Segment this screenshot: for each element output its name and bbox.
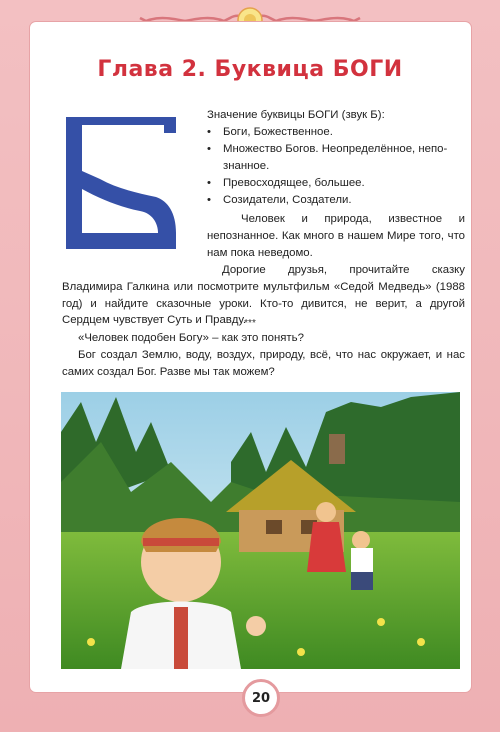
- paragraph-1: Человек и природа, известное и непознанное. Как много в нашем Мире того, что нам пока неведомо.: [207, 213, 465, 259]
- meaning-heading: Значение буквицы БОГИ (звук Б):: [207, 109, 385, 121]
- paragraph-3-line-2: Бог создал Землю, воду, воздух, природу, всё, что нас окружает, и нас самих создал Бог. Разве мы так можем?: [62, 348, 465, 378]
- paragraph-2: Дорогие друзья, прочитайте сказку Владимира Галкина или посмотрите мультфильм «Седой Медведь» (1988 год) и найдите сказочные уроки. Кто-то дивится, не верит, а другой Сердцем чувствует Суть и Правду.: [62, 264, 465, 327]
- paragraph-3: [62, 330, 465, 380]
- meaning-item: • Превосходящее, большее.: [207, 175, 465, 192]
- meaning-list: [207, 124, 465, 209]
- meaning-item: • Созидатели, Создатели.: [207, 192, 465, 209]
- page-number-badge: [242, 679, 280, 717]
- fairytale-illustration: [61, 392, 460, 669]
- paragraph-3-line-1: «Человек подобен Богу» – как это понять?: [78, 332, 304, 344]
- page-number: 20: [251, 690, 271, 706]
- meaning-item: • Боги, Божественное.: [207, 124, 465, 141]
- chapter-title: Глава 2. Буквица БОГИ: [97, 57, 403, 82]
- letter-meaning: [207, 107, 465, 209]
- meaning-item: • Множество Богов. Неопределённое, непо-знанное.: [207, 141, 465, 175]
- section-separator: ***: [244, 318, 256, 329]
- drop-letter-b-glyph: [60, 113, 182, 251]
